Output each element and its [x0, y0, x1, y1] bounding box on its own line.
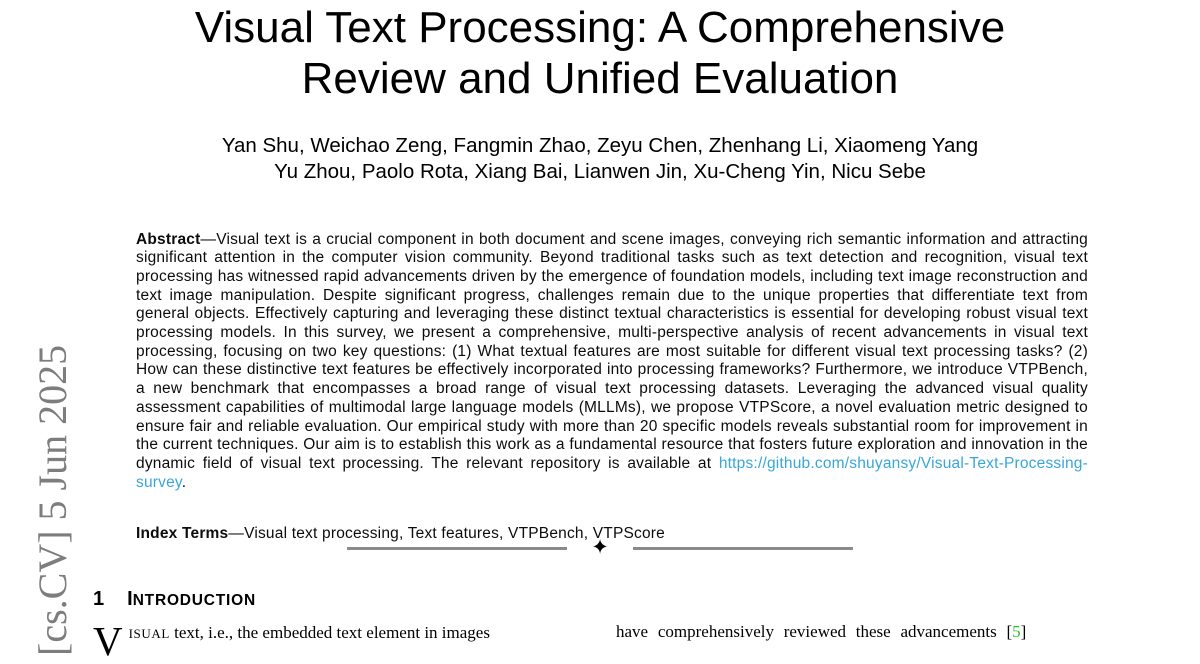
divider-rule-right — [633, 547, 853, 550]
author-line-2: Yu Zhou, Paolo Rota, Xiang Bai, Lianwen Jin, Xu-Cheng Yin, Nicu Sebe — [274, 160, 926, 183]
citation-5[interactable]: 5 — [1012, 622, 1021, 641]
repository-link[interactable]: https://github.com/shuyansy/Visual-Text-Processing-survey — [136, 454, 1088, 491]
index-terms-separator: — — [228, 524, 245, 542]
arxiv-watermark: [cs.CV] 5 Jun 2025 — [30, 344, 75, 656]
abstract-link-suffix: . — [181, 473, 187, 491]
paper-title-line-1: Visual Text Processing: A Comprehensive — [194, 3, 1006, 52]
divider-rule-left — [347, 547, 567, 550]
abstract-text: Visual text is a crucial component in both document and scene images, conveying rich semantic information and attracting significant attention in the computer vision community. Beyond traditional tasks such as text detection and recognition, visual text processing has witnessed rapid advancements driven by the emergence of foundation models, including text image reconstruction and text image manipulation. Despite significant progress, challenges remain due to the unique properties that differentiate text from general objects. Effectively capturing and leveraging these distinct textual characteristics is essential for developing robust visual text processing models. In this survey, we present a comprehensive, multi-perspective analysis of recent advancements in visual text processing, focusing on two key questions: (1) What textual features are most suitable for different visual text processing tasks? (2) How can these distinctive text features be effectively incorporated into processing frameworks? Furthermore, we introduce VTPBench, a new benchmark that encompasses a broad range of visual text processing datasets. Leveraging the advanced visual quality assessment capabilities of multimodal large language models (MLLMs), we propose VTPScore, a novel evaluation metric designed to ensure fair and reliable evaluation. Our empirical study with more than 20 specific models reveals substantial room for improvement in the current techniques. Our aim is to establish this work as a fundamental resource that fosters future exploration and innovation in the dynamic field of visual text processing. The relevant repository is available at — [136, 230, 1088, 472]
author-list — [0, 133, 1200, 185]
index-terms-text: Visual text processing, Text features, VTPBench, VTPScore — [244, 524, 665, 542]
section-heading-introduction — [93, 588, 590, 612]
right-column-text-suffix: ] — [1020, 622, 1027, 641]
dropcap-letter: V — [93, 618, 123, 664]
right-column-text: have comprehensively reviewed these advancements [ — [616, 622, 1013, 641]
diamond-icon: ✦ — [591, 536, 609, 559]
paper-title-line-2: Review and Unified Evaluation — [301, 54, 899, 103]
introduction-first-paragraph — [93, 618, 590, 664]
introduction-left-text: text, i.e., the embedded text element in images — [169, 623, 490, 642]
section-number: 1 — [93, 588, 105, 610]
right-column-paragraph — [616, 622, 1113, 642]
section-divider — [0, 538, 1200, 558]
abstract-paragraph — [136, 231, 1088, 493]
section-title-rest: NTRODUCTION — [132, 592, 257, 609]
dropcap-smallcaps: ISUAL — [128, 626, 170, 641]
section-title-lead: I — [127, 588, 133, 610]
abstract-separator: — — [200, 230, 217, 248]
author-line-1: Yan Shu, Weichao Zeng, Fangmin Zhao, Zeyu Chen, Zhenhang Li, Xiaomeng Yang — [221, 134, 979, 157]
paper-title — [0, 2, 1200, 104]
index-terms-label: Index Terms — [136, 524, 229, 542]
abstract-label: Abstract — [136, 230, 201, 248]
